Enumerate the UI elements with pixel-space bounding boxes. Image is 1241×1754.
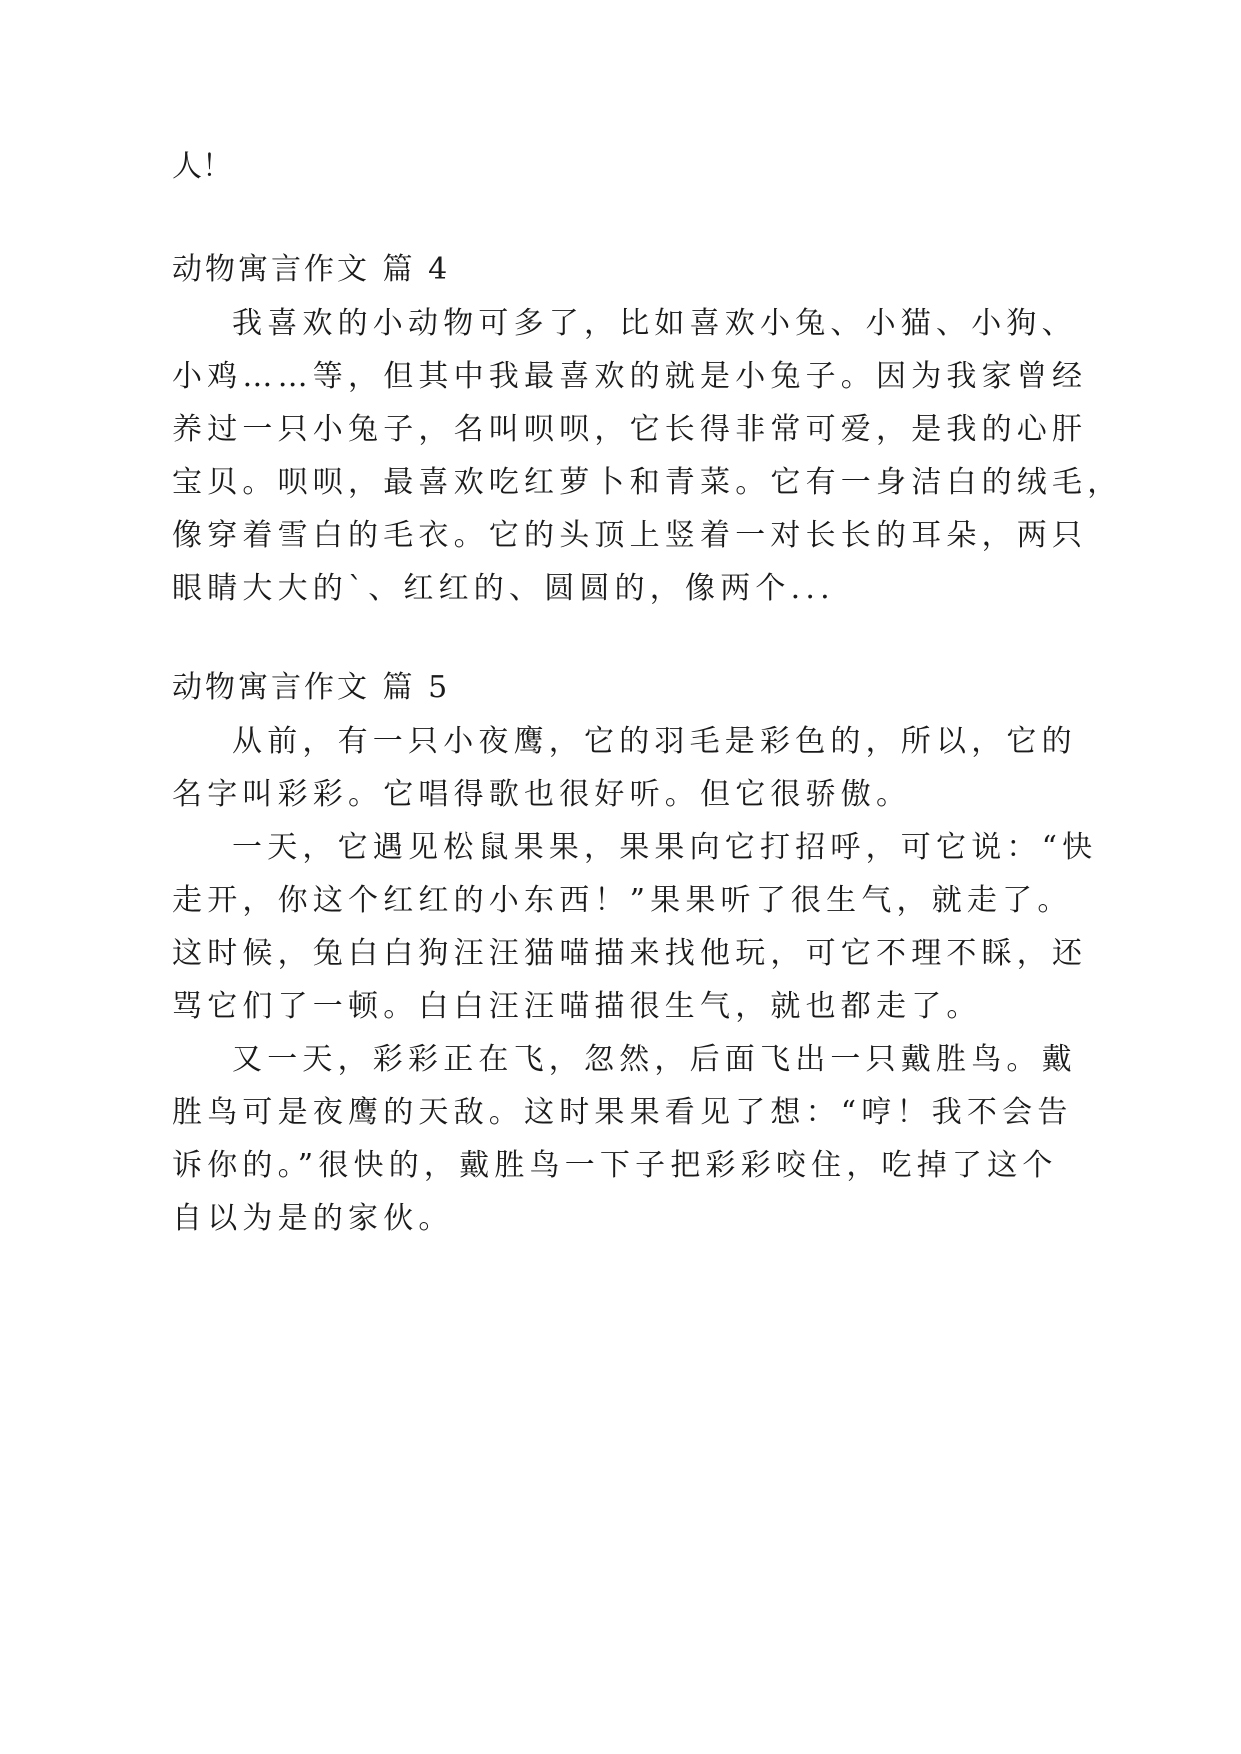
paragraph-line: 骂它们了一顿。白白汪汪喵描很生气，就也都走了。 <box>172 989 982 1024</box>
paragraph-line: 小鸡……等，但其中我最喜欢的就是小兔子。因为我家曾经 <box>172 359 1088 394</box>
paragraph-line: 眼睛大大的`、红红的、圆圆的，像两个... <box>172 571 835 606</box>
paragraph-line: 从前，有一只小夜鹰，它的羽毛是彩色的，所以，它的 <box>232 724 1077 759</box>
section-heading-5: 动物寓言作文 篇 5 <box>172 670 451 705</box>
paragraph-line: 这时候，兔白白狗汪汪猫喵描来找他玩，可它不理不睬，还 <box>172 936 1088 971</box>
paragraph-line: 走开，你这个红红的小东西！”果果听了很生气，就走了。 <box>172 883 1073 918</box>
continuation-text: 人！ <box>172 149 232 184</box>
paragraph-line: 宝贝。呗呗，最喜欢吃红萝卜和青菜。它有一身洁白的绒毛， <box>172 465 1123 500</box>
paragraph-line: 一天，它遇见松鼠果果，果果向它打招呼，可它说：“快 <box>232 830 1098 865</box>
paragraph-line: 诉你的。”很快的，戴胜鸟一下子把彩彩咬住，吃掉了这个 <box>172 1148 1058 1183</box>
paragraph-line: 我喜欢的小动物可多了，比如喜欢小兔、小猫、小狗、 <box>232 306 1077 341</box>
paragraph-line: 又一天，彩彩正在飞，忽然，后面飞出一只戴胜鸟。戴 <box>232 1042 1077 1077</box>
paragraph-line: 像穿着雪白的毛衣。它的头顶上竖着一对长长的耳朵，两只 <box>172 518 1088 553</box>
paragraph-line: 养过一只小兔子，名叫呗呗，它长得非常可爱，是我的心肝 <box>172 412 1088 447</box>
paragraph-line: 名字叫彩彩。它唱得歌也很好听。但它很骄傲。 <box>172 777 912 812</box>
paragraph-line: 胜鸟可是夜鹰的天敌。这时果果看见了想：“哼！我不会告 <box>172 1095 1073 1130</box>
section-heading-4: 动物寓言作文 篇 4 <box>172 252 451 287</box>
paragraph-line: 自以为是的家伙。 <box>172 1201 454 1236</box>
